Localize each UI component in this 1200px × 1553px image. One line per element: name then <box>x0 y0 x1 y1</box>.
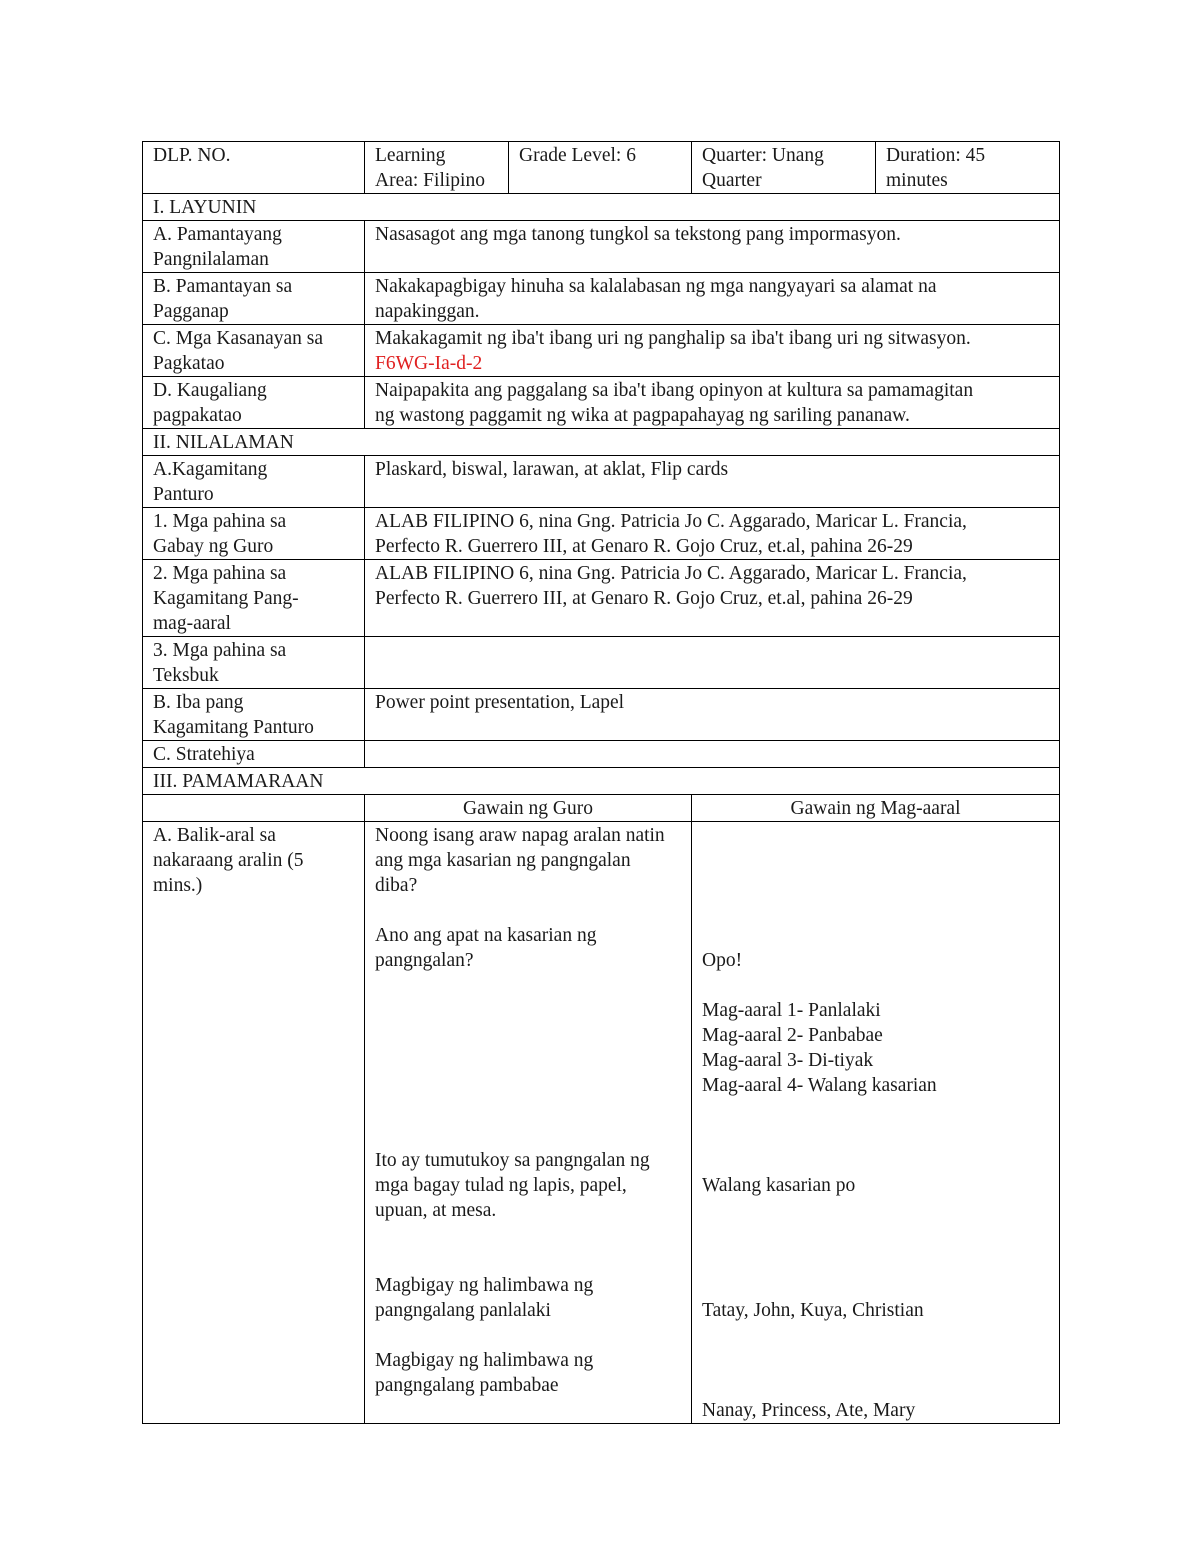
row-value: Plaskard, biswal, larawan, at aklat, Flip cards <box>365 456 1060 508</box>
section-row-nilalaman <box>143 429 1060 456</box>
learning-area-label: Learning Area: Filipino <box>375 145 485 191</box>
grade-level-label: Grade Level: 6 <box>519 145 636 166</box>
row-value <box>365 741 1060 768</box>
row-label: 1. Mga pahina sa Gabay ng Guro <box>143 508 365 560</box>
row-label: D. Kaugaliang pagpakatao <box>143 377 365 429</box>
section-heading: III. PAMAMARAAN <box>143 768 1060 795</box>
lesson-plan-table <box>142 141 1060 1424</box>
row-value: Power point presentation, Lapel <box>365 689 1060 741</box>
table-row <box>143 689 1060 741</box>
row-label: 3. Mga pahina sa Teksbuk <box>143 637 365 689</box>
row-label: C. Mga Kasanayan sa Pagkatao <box>143 325 365 377</box>
row-label: B. Iba pang Kagamitang Panturo <box>143 689 365 741</box>
table-row <box>143 508 1060 560</box>
table-row <box>143 637 1060 689</box>
row-value: Nakakapagbigay hinuha sa kalalabasan ng mga nangyayari sa alamat na napakinggan. <box>365 273 1060 325</box>
row-value: Naipapakita ang paggalang sa iba't ibang opinyon at kultura sa pamamagitan ng wastong paggamit ng wika at pagpapahayag ng sariling pananaw. <box>365 377 1060 429</box>
table-row <box>143 456 1060 508</box>
row-value-cell <box>365 325 1060 377</box>
table-row <box>143 822 1060 1424</box>
quarter-cell <box>692 142 876 194</box>
table-row <box>143 377 1060 429</box>
table-row <box>143 325 1060 377</box>
quarter-label: Quarter: Unang Quarter <box>702 145 824 191</box>
table-row <box>143 741 1060 768</box>
column-header-row <box>143 795 1060 822</box>
row-label: C. Stratehiya <box>143 741 365 768</box>
learning-area-cell <box>365 142 509 194</box>
column-header-guro: Gawain ng Guro <box>365 795 692 822</box>
row-label: A. Pamantayang Pangnilalaman <box>143 221 365 273</box>
competency-code: F6WG-Ia-d-2 <box>375 353 483 374</box>
section-heading: I. LAYUNIN <box>143 194 1060 221</box>
row-value: Nasasagot ang mga tanong tungkol sa tekstong pang impormasyon. <box>365 221 1060 273</box>
section-row-pamamaraan <box>143 768 1060 795</box>
table-row <box>143 273 1060 325</box>
row-value: ALAB FILIPINO 6, nina Gng. Patricia Jo C. Aggarado, Maricar L. Francia, Perfecto R. Guerrero III, at Genaro R. Gojo Cruz, et.al, pahina 26-29 <box>365 508 1060 560</box>
row-value: Makakagamit ng iba't ibang uri ng panghalip sa iba't ibang uri ng sitwasyon. <box>375 328 971 349</box>
grade-level-cell <box>509 142 692 194</box>
row-label: A.Kagamitang Panturo <box>143 456 365 508</box>
header-row <box>143 142 1060 194</box>
row-value <box>365 637 1060 689</box>
guro-activity: Noong isang araw napag aralan natin ang mga kasarian ng pangngalan diba? Ano ang apat na kasarian ng pangngalan? Ito ay tumutukoy sa pangngalan ng mga bagay tulad ng lapis, papel, upuan, at mesa. Magbigay ng halimbawa ng pangngalang panlalaki Magbigay ng halimbawa ng pangngalang pambabae <box>365 822 692 1424</box>
duration-cell <box>876 142 1060 194</box>
row-label: B. Pamantayan sa Pagganap <box>143 273 365 325</box>
duration-label: Duration: 45 minutes <box>886 145 986 191</box>
mag-aaral-activity: Opo! Mag-aaral 1- Panlalaki Mag-aaral 2- Panbabae Mag-aaral 3- Di-tiyak Mag-aaral 4- Walang kasarian Walang kasarian po Tatay, John, Kuya, Christian Nanay, Princess, Ate, Mary <box>692 822 1060 1424</box>
dlp-no-cell <box>143 142 365 194</box>
step-label: A. Balik-aral sa nakaraang aralin (5 mins.) <box>143 822 365 1424</box>
row-value: ALAB FILIPINO 6, nina Gng. Patricia Jo C. Aggarado, Maricar L. Francia, Perfecto R. Guerrero III, at Genaro R. Gojo Cruz, et.al, pahina 26-29 <box>365 560 1060 637</box>
section-row-layunin <box>143 194 1060 221</box>
table-row <box>143 221 1060 273</box>
section-heading: II. NILALAMAN <box>143 429 1060 456</box>
row-label: 2. Mga pahina sa Kagamitang Pang- mag-aaral <box>143 560 365 637</box>
column-header-mag-aaral: Gawain ng Mag-aaral <box>692 795 1060 822</box>
dlp-no-label: DLP. NO. <box>153 145 231 166</box>
table-row <box>143 560 1060 637</box>
empty-header-cell <box>143 795 365 822</box>
